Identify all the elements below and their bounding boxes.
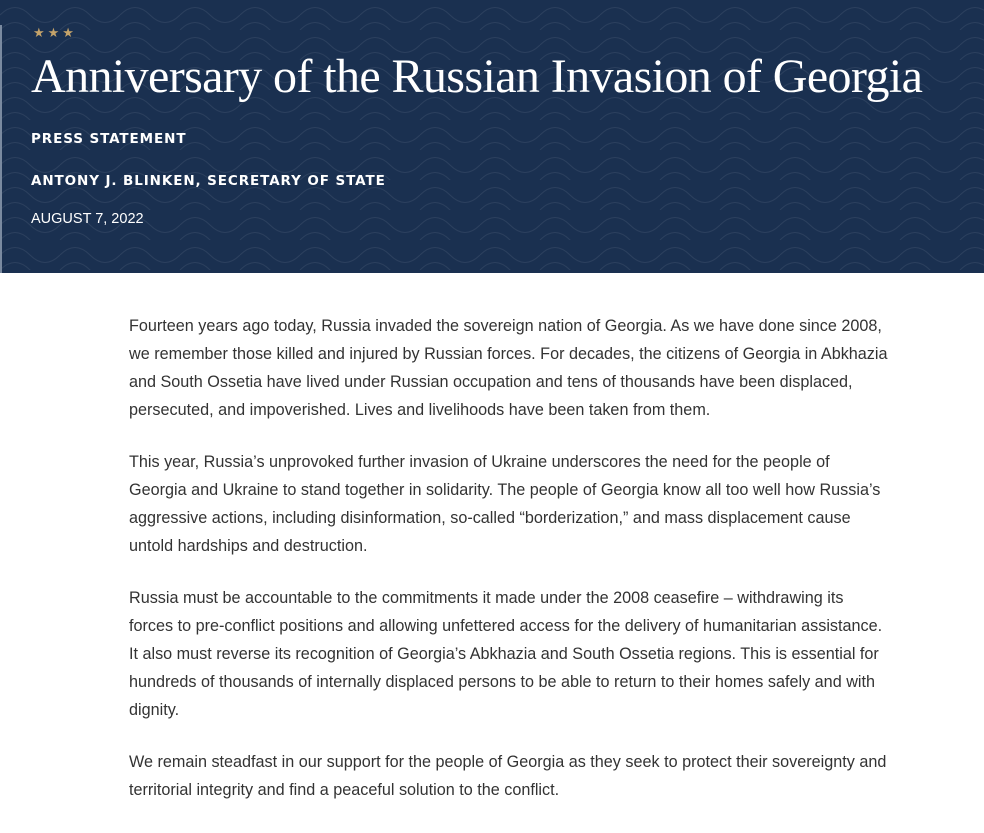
paragraph-3: Russia must be accountable to the commitments it made under the 2008 ceasefire – withdrawing its forces to pre-conflict positions and allowing unfettered access for the delivery of humanitarian assistance. It also must reverse its recognition of Georgia’s Abkhazia and South Ossetia regions. This is essential for hundreds of thousands of internally displaced persons to be able to return to their homes safely and with dignity. xyxy=(129,589,883,719)
article-body xyxy=(129,312,889,828)
paragraph-1: Fourteen years ago today, Russia invaded the sovereign nation of Georgia. As we have done since 2008, we remember those killed and injured by Russian forces. For decades, the citizens of Georgia in Abkhazia and South Ossetia have lived under Russian occupation and tens of thousands have been displaced, persecuted, and impoverished. Lives and livelihoods have been taken from them. xyxy=(129,317,888,419)
document-type: PRESS STATEMENT xyxy=(31,131,187,147)
page-header xyxy=(0,0,984,273)
publish-date: AUGUST 7, 2022 xyxy=(31,211,144,227)
star-icon-row: ★★★ xyxy=(33,26,77,41)
page-title: Anniversary of the Russian Invasion of Georgia xyxy=(31,50,923,103)
paragraph-2: This year, Russia’s unprovoked further invasion of Ukraine underscores the need for the people of Georgia and Ukraine to stand together in solidarity. The people of Georgia know all too well how Russia’s aggressive actions, including disinformation, so-called “borderization,” and mass displacement cause untold hardships and destruction. xyxy=(129,453,881,555)
paragraph-4: We remain steadfast in our support for the people of Georgia as they seek to protect their sovereignty and territorial integrity and find a peaceful solution to the conflict. xyxy=(129,753,887,799)
author-byline: ANTONY J. BLINKEN, SECRETARY OF STATE xyxy=(31,173,386,189)
header-left-rule xyxy=(0,25,2,273)
